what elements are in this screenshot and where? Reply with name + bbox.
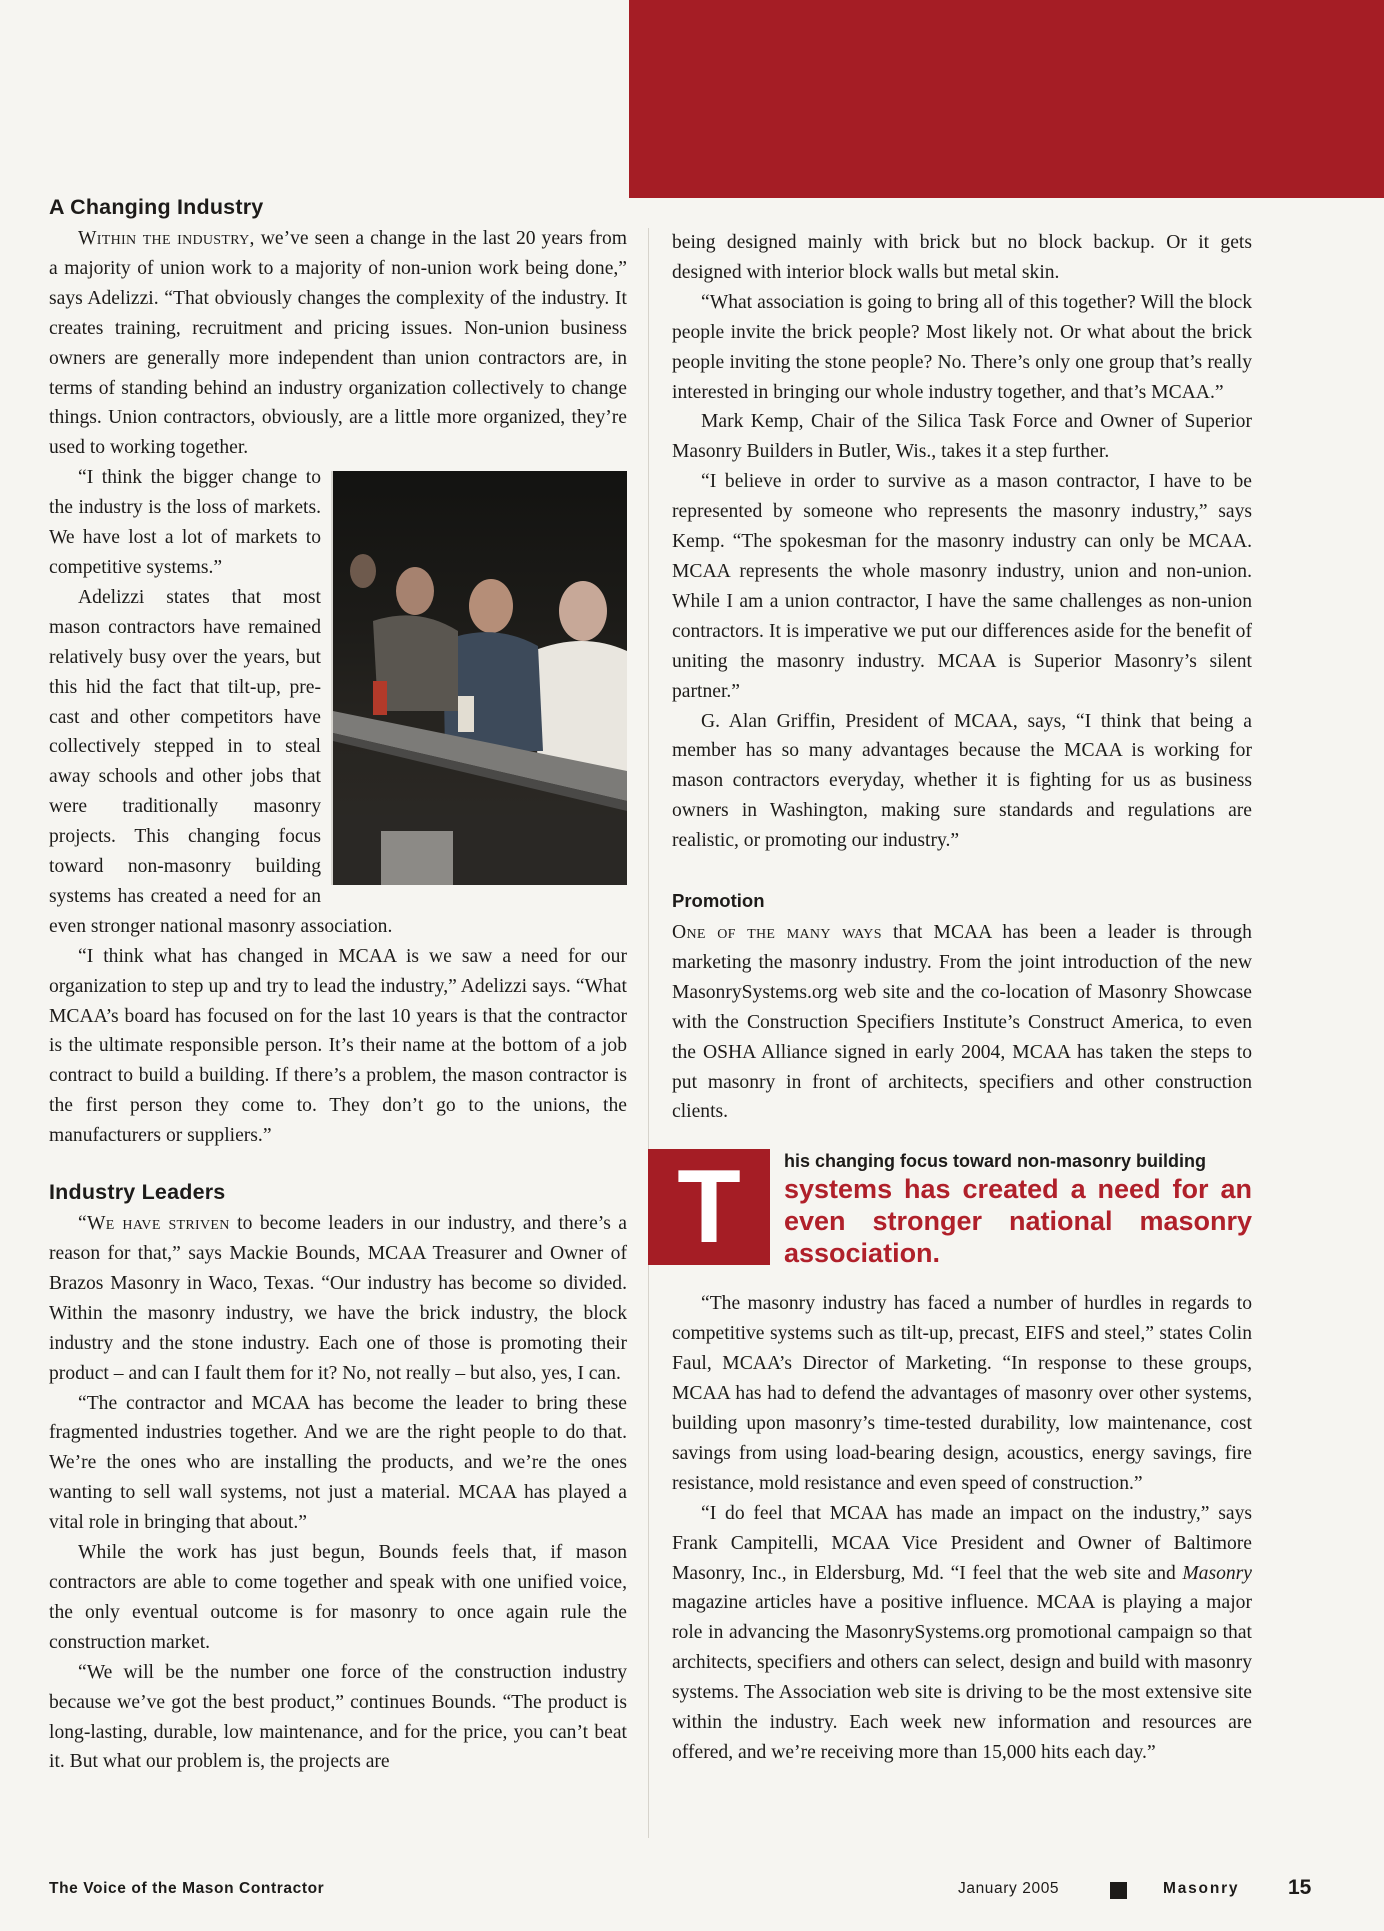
footer-magazine: Masonry (1163, 1880, 1240, 1897)
paragraph: “I think what has changed in MCAA is we saw a need for our organization to step up and try to lead the industry,” Adelizzi says. “What MCAA’s board has focused on for the last 10 years is that the contractor is the ultimate responsible person. It’s their name at the bottom of a job contract to build a building. If there’s a problem, the mason contractor is the first person they come to. They don’t go to the unions, the manufacturers or suppliers.” (49, 945, 627, 1147)
paragraph: Adelizzi states that most mason contractors have remained relatively busy over the years, but this hid the fact that tilt-up, pre-cast and other competitors have collectively stepped in to steal away schools and other jobs that were traditionally masonry projects. This changing focus toward non-masonry building systems has created a need for an even stronger national masonry association. (49, 586, 393, 937)
left-column (49, 192, 627, 1777)
paragraph: While the work has just begun, Bounds feels that, if mason contractors are able to come together and speak with one unified voice, the only eventual outcome is for masonry to once again rule the construction market. (49, 1542, 627, 1653)
paragraph: “The contractor and MCAA has become the leader to bring these fragmented industries together. And we are the right people to do that. We’re the ones who are installing the products, and we’re the ones wanting to sell wall systems, not just a material. MCAA has played a vital role in bringing that about.” (49, 1392, 627, 1534)
pull-quote (648, 1149, 1252, 1269)
paragraph: One of the many ways that MCAA has been a leader is through marketing the masonry industry. From the joint introduction of the new MasonrySystems.org web site and the co-location of Masonry Showcase with the Construction Specifiers Institute’s Construct America, to even the OSHA Alliance signed in early 2004, MCAA has taken the steps to put masonry in front of architects, specifiers and other construction clients. (672, 922, 1252, 1123)
magazine-name-italic: Masonry (1182, 1562, 1252, 1584)
footer-tagline: The Voice of the Mason Contractor (49, 1880, 325, 1897)
pull-quote-line1: his changing focus toward non-masonry building (784, 1151, 1207, 1172)
paragraph: “I think the bigger change to the industry is the loss of markets. We have lost a lot of markets to competitive systems.” (49, 463, 627, 583)
photo-illustration (333, 471, 627, 885)
section-heading-changing: A Changing Industry (49, 195, 264, 219)
lead-in: Within the industry, (78, 228, 255, 249)
pull-quote-line2: systems has created a need for an even stronger national masonry association. (784, 1174, 1252, 1269)
paragraph: “I believe in order to survive as a mason contractor, I have to be represented by someone who represents the masonry industry,” says Kemp. “The spokesman for the masonry industry can only be MCAA. MCAA represents the whole masonry industry, union and non-union. While I am a union contractor, I have the same challenges as non-union contractors. It is imperative we put our differences aside for the benefit of uniting the masonry industry. MCAA is Superior Masonry’s silent partner.” (672, 471, 1252, 702)
pull-quote-dropcap: T (648, 1149, 770, 1265)
lead-in: “We have striven (78, 1213, 230, 1235)
paragraph: “The masonry industry has faced a number of hurdles in regards to competitive systems such as tilt-up, precast, EIFS and steel,” states Colin Faul, MCAA’s Director of Marketing. “In response to these groups, MCAA has had to defend the advantages of masonry over other systems, building upon masonry’s time-tested durability, low maintenance, cost savings from using load-bearing design, acoustics, energy savings, fire resistance, mold resistance and even speed of construction.” (672, 1293, 1252, 1494)
footer-square-icon (1110, 1882, 1127, 1899)
paragraph: “I do feel that MCAA has made an impact on the industry,” says Frank Campitelli, MCAA Vice President and Owner of Baltimore Masonry, Inc., in Eldersburg, Md. “I feel that the web site and Masonry magazine articles have a positive influence. MCAA is playing a major role in advancing the MasonrySystems.org promotional campaign so that architects, specifiers and others can select, design and build with masonry systems. The Association web site is driving to be the most extensive site within the industry. Each week new information and resources are offered, and we’re receiving more than 15,000 hits each day.” (672, 1502, 1252, 1763)
section-heading-promotion: Promotion (672, 890, 765, 912)
paragraph: “What association is going to bring all of this together? Will the block people invite the brick people? Most likely not. Or what about the brick people inviting the stone people? No. There’s only one group that’s really interested in bringing our whole industry together, and that’s MCAA.” (672, 291, 1252, 403)
paragraph: Within the industry, we’ve seen a change in the last 20 years from a majority of union work to a majority of non-union work being done,” says Adelizzi. “That obviously changes the complexity of the industry. It creates training, recruitment and pricing issues. Non-union business owners are generally more independent than union contractors are, in terms of standing behind an industry organization collectively to change things. Union contractors, obviously, are a little more organized, they’re used to working together. (49, 228, 627, 459)
column-divider (648, 228, 649, 1838)
lead-in: One of the many ways (672, 922, 882, 944)
paragraph: Mark Kemp, Chair of the Silica Task Force and Owner of Superior Masonry Builders in Butler, Wis., takes it a step further. (672, 411, 1252, 463)
right-column (672, 228, 1252, 1768)
paragraph: being designed mainly with brick but no block backup. Or it gets designed with interior block walls but metal skin. (672, 232, 1252, 283)
paragraph: “We will be the number one force of the construction industry because we’ve got the best product,” continues Bounds. “The product is long-lasting, durable, low maintenance, and for the price, you can’t beat it. But what our problem is, the projects are (49, 1661, 627, 1773)
conference-attendees-photo (331, 471, 627, 885)
top-red-banner (629, 0, 1384, 198)
pull-quote-text (784, 1149, 1252, 1269)
section-heading-leaders: Industry Leaders (49, 1180, 226, 1205)
paragraph: “We have striven to become leaders in our industry, and there’s a reason for that,” says Mackie Bounds, MCAA Treasurer and Owner of Brazos Masonry in Waco, Texas. “Our industry has become so divided. Within the masonry industry, we have the brick industry, the block industry and the stone industry. Each one of those is promoting their product – and can I fault them for it? No, not really – but also, yes, I can. (49, 1213, 628, 1384)
footer-date: January 2005 (958, 1880, 1060, 1897)
paragraph: G. Alan Griffin, President of MCAA, says, “I think that being a member has so many advantages because the MCAA is working for mason contractors everyday, whether it is fighting for us as business owners in Washington, making sure standards and regulations are realistic, or promoting our industry.” (672, 710, 1252, 852)
page-number: 15 (1288, 1876, 1312, 1899)
